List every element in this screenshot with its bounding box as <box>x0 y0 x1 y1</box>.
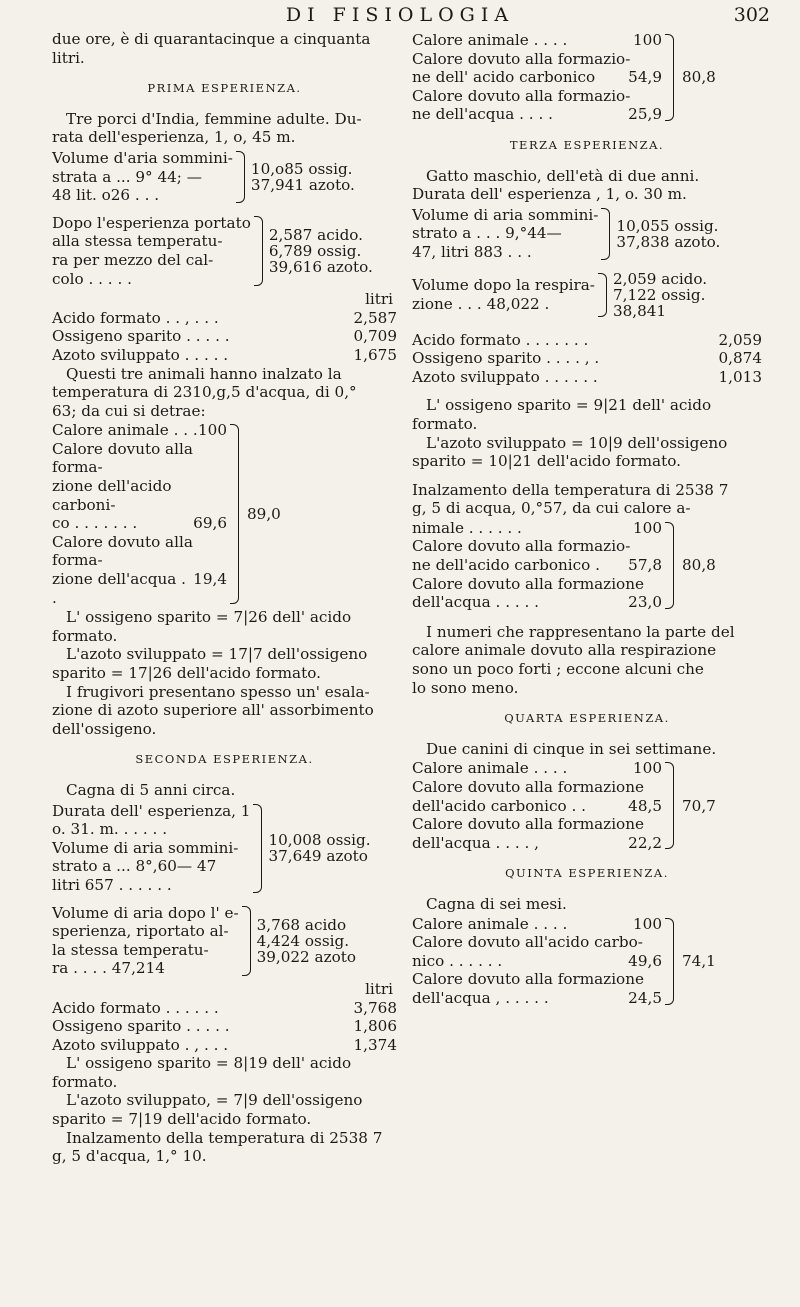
volume-line: Volume d'aria sommini- <box>52 148 233 167</box>
heat-total: 89,0 <box>247 504 281 523</box>
heat-value: 100 <box>198 421 227 440</box>
heat-group <box>412 759 762 852</box>
brace <box>665 918 674 1005</box>
volume-line: 48 lit. o26 . . . <box>52 186 160 205</box>
volume-line: strato a . . . 9,°44— <box>412 224 562 243</box>
volume-result: 37,941 azoto. <box>250 175 355 194</box>
paragraph-line: formato. <box>52 626 118 645</box>
heat-label: zione dell'acqua . . <box>52 570 186 607</box>
brace <box>230 424 239 604</box>
heat-value: 100 <box>633 518 662 537</box>
volume-result: 3,768 acido <box>256 915 347 934</box>
volume-line: colo . . . . . <box>52 269 132 288</box>
heat-label: dell'acqua . . . . , <box>412 833 539 852</box>
paragraph-line: Inalzamento della temperatura di 2538 7 <box>66 1128 383 1147</box>
intro-line: due ore, è di quarantacinque a cinquanta <box>52 30 371 48</box>
volume-result: 37,649 azoto <box>268 847 368 866</box>
paragraph-line: L' ossigeno sparito = 8|19 dell' acido <box>66 1054 352 1073</box>
paragraph-line: g, 5 d'acqua, 1,° 10. <box>52 1147 207 1166</box>
volume-result: 4,424 ossig. <box>256 931 350 950</box>
row-label: Acido formato . . , . . . <box>52 308 219 327</box>
volume-line: strato a ... 8°,60— 47 <box>52 857 217 876</box>
heat-group <box>52 421 397 607</box>
heat-label: Calore animale . . . . <box>412 31 568 49</box>
volume-line: ra per mezzo del cal- <box>52 250 214 269</box>
brace <box>253 804 262 893</box>
brace <box>236 151 245 203</box>
section-heading: PRIMA ESPERIENZA. <box>147 81 302 96</box>
volume-line: Durata dell' esperienza, 1 <box>52 801 251 820</box>
heat-value: 57,8 <box>628 556 662 575</box>
brace <box>601 208 610 260</box>
after-volume-group <box>52 904 397 978</box>
volume-line: strata a ... 9° 44; — <box>52 167 202 186</box>
heat-label: ne dell'acqua . . . . <box>412 105 553 124</box>
row-label: Acido formato . . . . . . <box>52 998 219 1017</box>
paragraph-line: Inalzamento della temperatura di 2538 7 <box>412 480 729 499</box>
row-value: 0,709 <box>353 327 397 346</box>
left-column <box>52 30 397 1166</box>
result-row <box>412 331 762 350</box>
row-label: Ossigeno sparito . . . . . <box>52 1017 230 1036</box>
result-row <box>52 999 397 1018</box>
volume-result: 39,616 azoto. <box>268 257 373 276</box>
row-label: Azoto sviluppato . . . . . . <box>412 367 598 386</box>
heat-total: 80,8 <box>682 68 716 87</box>
section-heading: QUINTA ESPERIENZA. <box>505 866 669 881</box>
row-value: 1,013 <box>718 367 762 386</box>
row-value: 1,806 <box>353 1017 397 1036</box>
volume-result: 38,841 <box>612 301 667 320</box>
heat-label: co . . . . . . . <box>52 514 138 533</box>
heat-value: 100 <box>633 31 662 49</box>
heat-label: Calore dovuto alla formazione <box>412 574 644 593</box>
result-row <box>412 349 762 368</box>
paragraph-line: L' ossigeno sparito = 7|26 dell' acido <box>66 608 352 627</box>
row-value: 1,374 <box>353 1035 397 1054</box>
volume-line: Volume di aria sommini- <box>52 838 239 857</box>
heat-label: zione dell'acido carboni- <box>52 477 172 514</box>
row-label: Acido formato . . . . . . . <box>412 330 589 349</box>
heat-value: 22,2 <box>628 833 662 852</box>
heat-total: 74,1 <box>682 951 716 970</box>
heat-label: ne dell' acido carbonico <box>412 68 596 87</box>
volume-line: sperienza, riportato al- <box>52 922 229 941</box>
heat-label: nico . . . . . . <box>412 951 503 970</box>
heat-group <box>412 519 762 612</box>
heat-label: Calore animale . . . . <box>412 914 568 933</box>
row-label: Ossigeno sparito . . . . , . <box>412 349 600 368</box>
paragraph-line: formato. <box>412 414 478 433</box>
result-row <box>412 368 762 387</box>
volume-group <box>52 149 397 205</box>
paragraph-line: sparito = 7|19 dell'acido formato. <box>52 1110 312 1129</box>
heat-label: Calore animale . . . <box>52 421 198 440</box>
paragraph-line: L'azoto sviluppato = 10|9 dell'ossigeno <box>426 433 728 452</box>
heat-label: Calore dovuto alla formazione <box>412 778 644 796</box>
paragraph-line: calore animale dovuto alla respirazione <box>412 641 717 660</box>
heat-label: dell'acqua , . . . . . <box>412 988 549 1007</box>
brace <box>665 34 674 121</box>
after-volume-group <box>412 271 762 319</box>
row-value: 1,675 <box>353 345 397 364</box>
row-value: 0,874 <box>718 349 762 368</box>
volume-line: ra . . . . 47,214 <box>52 959 165 978</box>
heat-label: Calore dovuto alla formazione <box>412 815 644 834</box>
brace <box>242 906 251 976</box>
volume-group <box>52 802 397 895</box>
heat-group <box>412 915 762 1008</box>
heat-value: 54,9 <box>628 68 662 87</box>
volume-line: Volume di aria sommini- <box>412 205 599 224</box>
heat-value: 24,5 <box>628 988 662 1007</box>
heat-label: Calore dovuto alla formazio- <box>412 49 631 68</box>
paragraph-line: 63; da cui si detrae: <box>52 401 206 420</box>
heat-value: 100 <box>633 914 662 933</box>
volume-result: 2,587 acido. <box>268 225 363 244</box>
paragraph-line: lo sono meno. <box>412 678 519 697</box>
right-column <box>412 30 762 1009</box>
paragraph-line: L' ossigeno sparito = 9|21 dell' acido <box>426 396 712 415</box>
heat-total: 70,7 <box>682 796 716 815</box>
heat-value: 49,6 <box>628 951 662 970</box>
heat-label: dell'acqua . . . . . <box>412 593 539 612</box>
row-label: Azoto sviluppato . , . . . <box>52 1035 229 1054</box>
heat-label: Calore dovuto all'acido carbo- <box>412 933 643 952</box>
heat-total: 80,8 <box>682 556 716 575</box>
paragraph-line: I numeri che rappresentano la parte del <box>426 622 735 641</box>
heat-label: Calore dovuto alla formazio- <box>412 86 631 105</box>
paragraph-line: Tre porci d'India, femmine adulte. Du- <box>66 109 362 128</box>
running-title: DI FISIOLOGIA <box>285 4 515 26</box>
volume-group <box>412 206 762 262</box>
heat-label: ne dell'acido carbonico . <box>412 556 600 575</box>
result-row <box>52 1036 397 1055</box>
heat-value: 23,0 <box>628 593 662 612</box>
paragraph-line: sono un poco forti ; eccone alcuni che <box>412 660 704 679</box>
heat-value: 100 <box>633 759 662 778</box>
volume-result: 39,022 azoto <box>256 947 356 966</box>
paragraph-line: Due canini di cinque in sei settimane. <box>426 739 717 758</box>
row-value: 3,768 <box>353 998 397 1017</box>
volume-result: 10,o85 ossig. <box>250 159 353 178</box>
heat-value: 48,5 <box>628 796 662 815</box>
paragraph-line: I frugivori presentano spesso un' esala- <box>66 682 370 701</box>
paragraph-line: Questi tre animali hanno inalzato la <box>66 364 342 383</box>
paragraph-line: sparito = 10|21 dell'acido formato. <box>412 452 681 471</box>
paragraph-line: zione di azoto superiore all' assorbimento <box>52 701 374 720</box>
heat-label: Calore dovuto alla forma- <box>52 532 193 570</box>
heat-label: dell'acido carbonico . . <box>412 796 586 815</box>
page-number: 302 <box>733 4 770 26</box>
paragraph-line: formato. <box>52 1072 118 1091</box>
heat-group <box>412 31 762 124</box>
volume-result: 37,838 azoto. <box>616 232 721 251</box>
volume-result: 10,055 ossig. <box>616 216 719 235</box>
running-head <box>0 4 800 30</box>
result-row <box>52 1017 397 1036</box>
heat-label: Calore dovuto alla formazio- <box>412 537 631 556</box>
unit-label: litri <box>365 290 393 309</box>
brace <box>254 216 263 286</box>
row-label: Azoto sviluppato . . . . . <box>52 345 229 364</box>
heat-value: 19,4 <box>193 570 227 589</box>
volume-result: 7,122 ossig. <box>612 285 706 304</box>
result-row <box>52 346 397 365</box>
result-row <box>52 327 397 346</box>
paragraph-line: temperatura di 2310,g,5 d'acqua, di 0,° <box>52 383 357 402</box>
volume-line: zione . . . 48,022 . <box>412 294 550 313</box>
volume-result: 6,789 ossig. <box>268 241 362 260</box>
result-row <box>52 309 397 328</box>
volume-line: Volume dopo la respira- <box>412 275 595 294</box>
section-heading: QUARTA ESPERIENZA. <box>504 711 670 726</box>
intro-line: litri. <box>52 48 85 67</box>
volume-line: litri 657 . . . . . . <box>52 875 172 894</box>
heat-value: 69,6 <box>193 514 227 533</box>
paragraph-line: g, 5 di acqua, 0,°57, da cui calore a- <box>412 499 691 518</box>
volume-result: 2,059 acido. <box>612 269 708 288</box>
brace <box>598 273 607 317</box>
row-value: 2,587 <box>353 308 397 327</box>
volume-result: 10,008 ossig. <box>268 831 371 850</box>
heat-label: nimale . . . . . . <box>412 518 522 537</box>
heat-label: Calore dovuto alla formazione <box>412 970 644 989</box>
row-value: 2,059 <box>718 330 762 349</box>
after-volume-group <box>52 214 397 288</box>
paragraph-line: dell'ossigeno. <box>52 719 157 738</box>
paragraph-line: sparito = 17|26 dell'acido formato. <box>52 664 321 682</box>
paragraph-line: rata dell'esperienza, 1, o, 45 m. <box>52 128 296 147</box>
row-label: Ossigeno sparito . . . . . <box>52 327 230 346</box>
unit-label: litri <box>365 979 393 998</box>
brace <box>665 762 674 849</box>
volume-line: o. 31. m. . . . . . <box>52 820 168 839</box>
paragraph-line: Cagna di 5 anni circa. <box>66 780 236 799</box>
volume-line: Volume di aria dopo l' e- <box>52 903 239 922</box>
paragraph-line: L'azoto sviluppato = 17|7 dell'ossigeno <box>66 645 368 664</box>
brace <box>665 522 674 609</box>
volume-line: 47, litri 883 . . . <box>412 242 532 261</box>
volume-line: alla stessa temperatu- <box>52 232 223 251</box>
paragraph-line: L'azoto sviluppato, = 7|9 dell'ossigeno <box>66 1091 363 1110</box>
paragraph-line: Cagna di sei mesi. <box>426 894 567 913</box>
paragraph-line: Durata dell' esperienza , 1, o. 30 m. <box>412 185 687 204</box>
heat-value: 25,9 <box>628 105 662 124</box>
section-heading: TERZA ESPERIENZA. <box>509 137 665 152</box>
heat-label: Calore dovuto alla forma- <box>52 439 193 477</box>
section-heading: SECONDA ESPERIENZA. <box>135 752 314 767</box>
volume-line: Dopo l'esperienza portato <box>52 213 251 232</box>
paragraph-line: Gatto maschio, dell'età di due anni. <box>426 166 700 185</box>
heat-label: Calore animale . . . . <box>412 759 568 778</box>
volume-line: la stessa temperatu- <box>52 940 209 959</box>
